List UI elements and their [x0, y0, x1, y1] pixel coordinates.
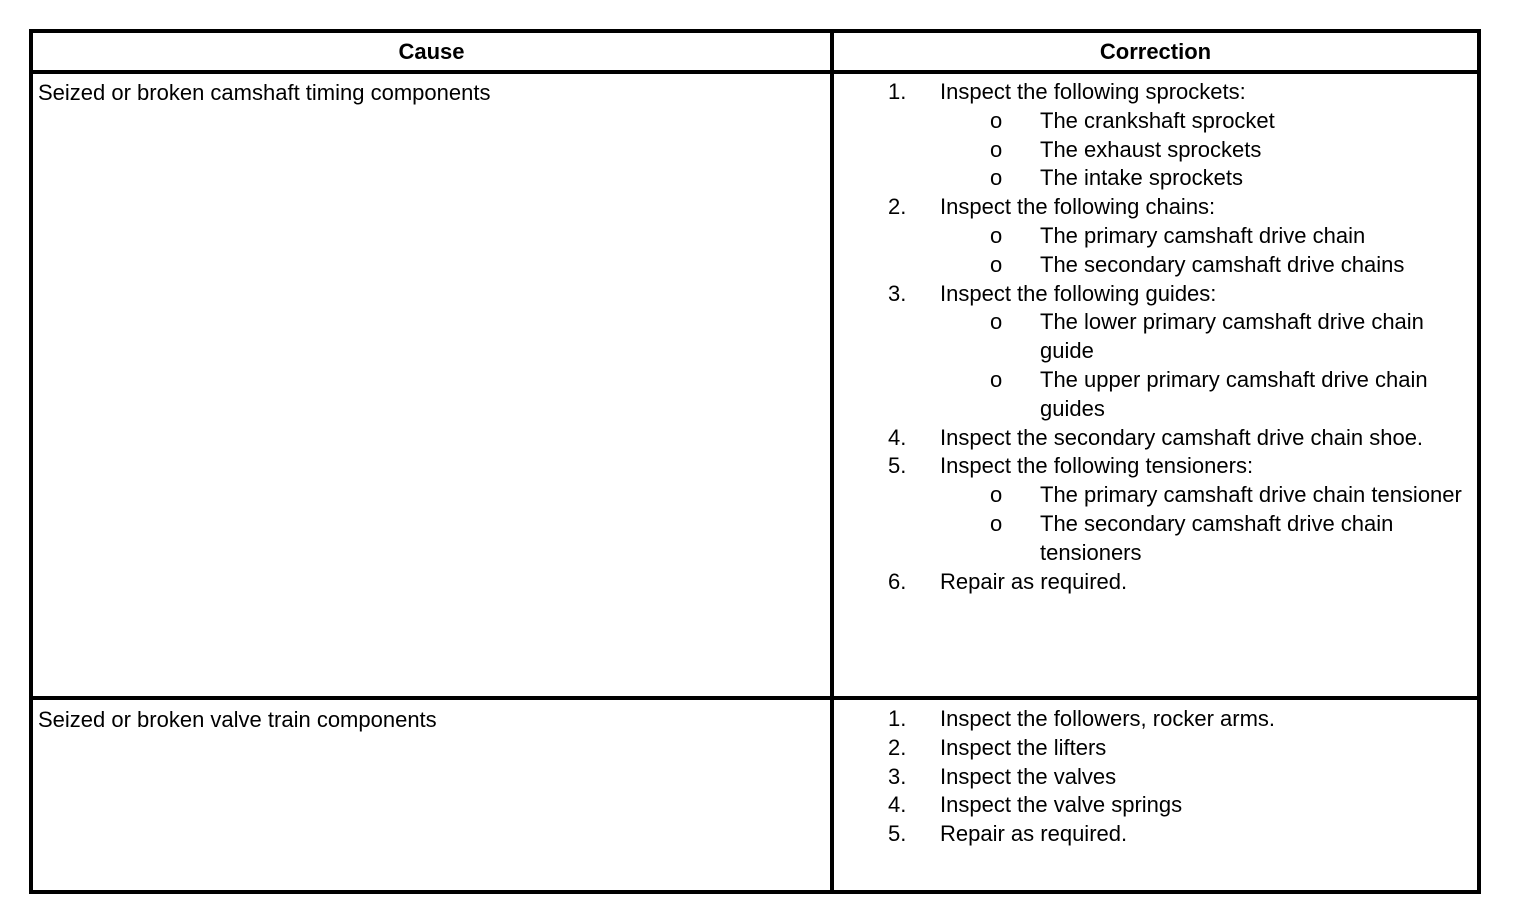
- sub-item-text: The secondary camshaft drive chains: [1040, 251, 1405, 277]
- sub-item-text: The primary camshaft drive chain: [1040, 222, 1366, 248]
- step-number: 4.: [888, 792, 907, 818]
- step-text: Inspect the valve springs: [940, 792, 1183, 818]
- correction-step: [834, 280, 1477, 309]
- correction-sub-item: [834, 222, 1477, 251]
- step-number: 2.: [888, 194, 907, 220]
- bullet-icon: o: [990, 165, 1003, 191]
- correction-sub-item: [834, 481, 1477, 510]
- row-1-correction-list: [834, 78, 1477, 596]
- step-number: 5.: [888, 821, 907, 847]
- correction-step: [834, 791, 1477, 820]
- step-number: 6.: [888, 568, 907, 594]
- correction-sub-item: [834, 510, 1477, 568]
- bullet-icon: o: [990, 482, 1003, 508]
- bullet-icon: o: [990, 366, 1003, 392]
- row-2-correction-list: [834, 705, 1477, 849]
- correction-step: [834, 193, 1477, 222]
- correction-step: [834, 78, 1477, 107]
- cause-correction-table: [29, 29, 1481, 894]
- step-text: Inspect the valves: [940, 763, 1117, 789]
- row-2-cause: Seized or broken valve train components: [38, 707, 437, 732]
- correction-sub-item: [834, 107, 1477, 136]
- correction-step: [834, 705, 1477, 734]
- step-text: Inspect the lifters: [940, 734, 1107, 760]
- correction-step: [834, 763, 1477, 792]
- bullet-icon: o: [990, 251, 1003, 277]
- step-number: 3.: [888, 763, 907, 789]
- sub-item-text: The primary camshaft drive chain tensioner: [1040, 482, 1462, 508]
- step-text: Inspect the following tensioners:: [940, 453, 1254, 479]
- bullet-icon: o: [990, 222, 1003, 248]
- step-number: 1.: [888, 79, 907, 104]
- step-text: Inspect the followers, rocker arms.: [940, 706, 1276, 731]
- correction-sub-item: [834, 251, 1477, 280]
- sub-item-text: The lower primary camshaft drive chain guide: [1040, 309, 1424, 364]
- correction-step: [834, 568, 1477, 597]
- step-number: 1.: [888, 706, 907, 731]
- step-text: Inspect the secondary camshaft drive chain shoe.: [940, 424, 1424, 450]
- step-text: Inspect the following sprockets:: [940, 79, 1246, 104]
- step-text: Inspect the following chains:: [940, 194, 1216, 220]
- step-text: Repair as required.: [940, 821, 1128, 847]
- row-1-cause: Seized or broken camshaft timing components: [38, 80, 491, 105]
- bullet-icon: o: [990, 510, 1003, 536]
- step-text: Inspect the following guides:: [940, 280, 1217, 306]
- step-number: 3.: [888, 280, 907, 306]
- sub-item-text: The secondary camshaft drive chain tensioners: [1040, 510, 1394, 565]
- row-divider: [33, 696, 1477, 700]
- bullet-icon: o: [990, 309, 1003, 335]
- sub-item-text: The crankshaft sprocket: [1040, 107, 1275, 133]
- correction-step: [834, 452, 1477, 481]
- correction-sub-item: [834, 308, 1477, 366]
- bullet-icon: o: [990, 107, 1003, 133]
- correction-sub-item: [834, 164, 1477, 193]
- step-number: 2.: [888, 734, 907, 760]
- sub-item-text: The upper primary camshaft drive chain guides: [1040, 366, 1428, 421]
- correction-step: [834, 424, 1477, 453]
- step-number: 4.: [888, 424, 907, 450]
- correction-step: [834, 734, 1477, 763]
- header-correction: Correction: [1099, 39, 1212, 64]
- step-text: Repair as required.: [940, 568, 1128, 594]
- header-cause: Cause: [398, 39, 465, 64]
- correction-sub-item: [834, 136, 1477, 165]
- sub-item-text: The exhaust sprockets: [1040, 136, 1262, 162]
- header-divider: [33, 70, 1477, 74]
- sub-item-text: The intake sprockets: [1040, 165, 1243, 191]
- correction-sub-item: [834, 366, 1477, 424]
- step-number: 5.: [888, 453, 907, 479]
- bullet-icon: o: [990, 136, 1003, 162]
- correction-step: [834, 820, 1477, 849]
